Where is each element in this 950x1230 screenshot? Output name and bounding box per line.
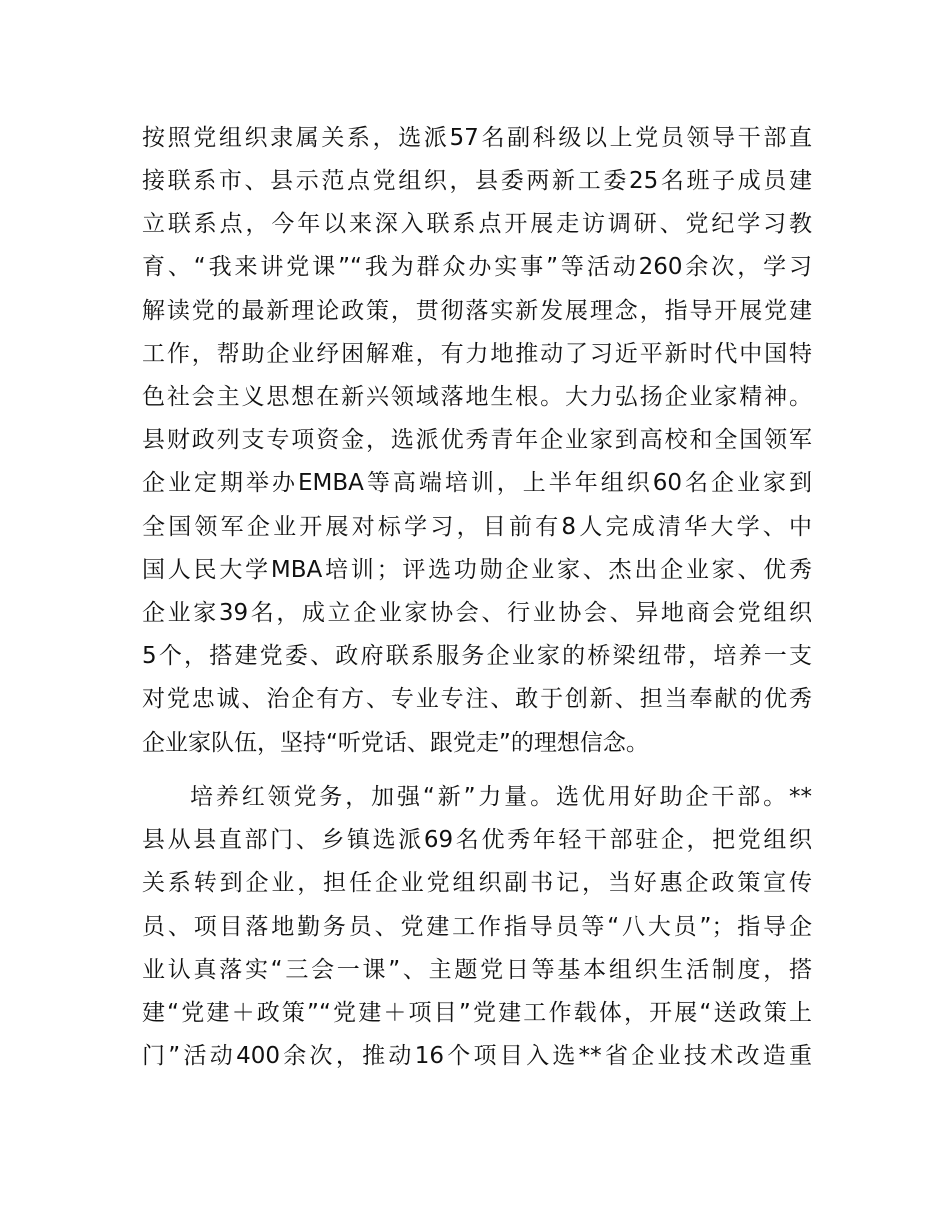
paragraph-1-line: 按照党组织隶属关系，选派57名副科级以上党员领导干部直 [142,125,812,151]
paragraph-2-line: 业认真落实“三会一课”、主题党日等基本组织生活制度，搭 [142,957,812,983]
paragraph-2-line: 员、项目落地勤务员、党建工作指导员等“八大员”；指导企 [142,914,812,940]
paragraph-1-line: 企业家队伍，坚持“听党话、跟党走”的理想信念。 [142,730,649,756]
paragraph-1-line: 企业家39名，成立企业家协会、行业协会、异地商会党组织 [142,600,812,626]
paragraph-1-line: 色社会主义思想在新兴领域落地生根。大力弘扬企业家精神。 [142,384,812,410]
paragraph-2-line: 培养红领党务，加强“新”力量。选优用好助企干部。** [190,784,812,810]
paragraph-1-line: 5个，搭建党委、政府联系服务企业家的桥梁纽带，培养一支 [142,643,812,669]
paragraph-1-line: 育、“我来讲党课”“我为群众办实事”等活动260余次，学习 [142,254,812,280]
paragraph-2-line: 关系转到企业，担任企业党组织副书记，当好惠企政策宣传 [142,870,812,896]
paragraph-1-line: 全国领军企业开展对标学习，目前有8人完成清华大学、中 [142,514,812,540]
paragraph-2-line: 建“党建＋政策”“党建＋项目”党建工作载体，开展“送政策上 [142,1000,812,1026]
paragraph-1-line: 工作，帮助企业纾困解难，有力地推动了习近平新时代中国特 [142,341,812,367]
paragraph-1-line: 对党忠诚、治企有方、专业专注、敢于创新、担当奉献的优秀 [142,686,812,712]
paragraph-1-line: 解读党的最新理论政策，贯彻落实新发展理念，指导开展党建 [142,298,812,324]
paragraph-1-line: 县财政列支专项资金，选派优秀青年企业家到高校和全国领军 [142,427,812,453]
paragraph-1-line: 接联系市、县示范点党组织，县委两新工委25名班子成员建 [142,168,812,194]
paragraph-1-line: 立联系点，今年以来深入联系点开展走访调研、党纪学习教 [142,211,812,237]
paragraph-1-line: 国人民大学MBA培训；评选功勋企业家、杰出企业家、优秀 [142,557,812,583]
paragraph-1-line: 企业定期举办EMBA等高端培训，上半年组织60名企业家到 [142,470,812,496]
paragraph-2-line: 门”活动400余次，推动16个项目入选**省企业技术改造重 [142,1043,812,1069]
paragraph-2-line: 县从县直部门、乡镇选派69名优秀年轻干部驻企，把党组织 [142,827,812,853]
